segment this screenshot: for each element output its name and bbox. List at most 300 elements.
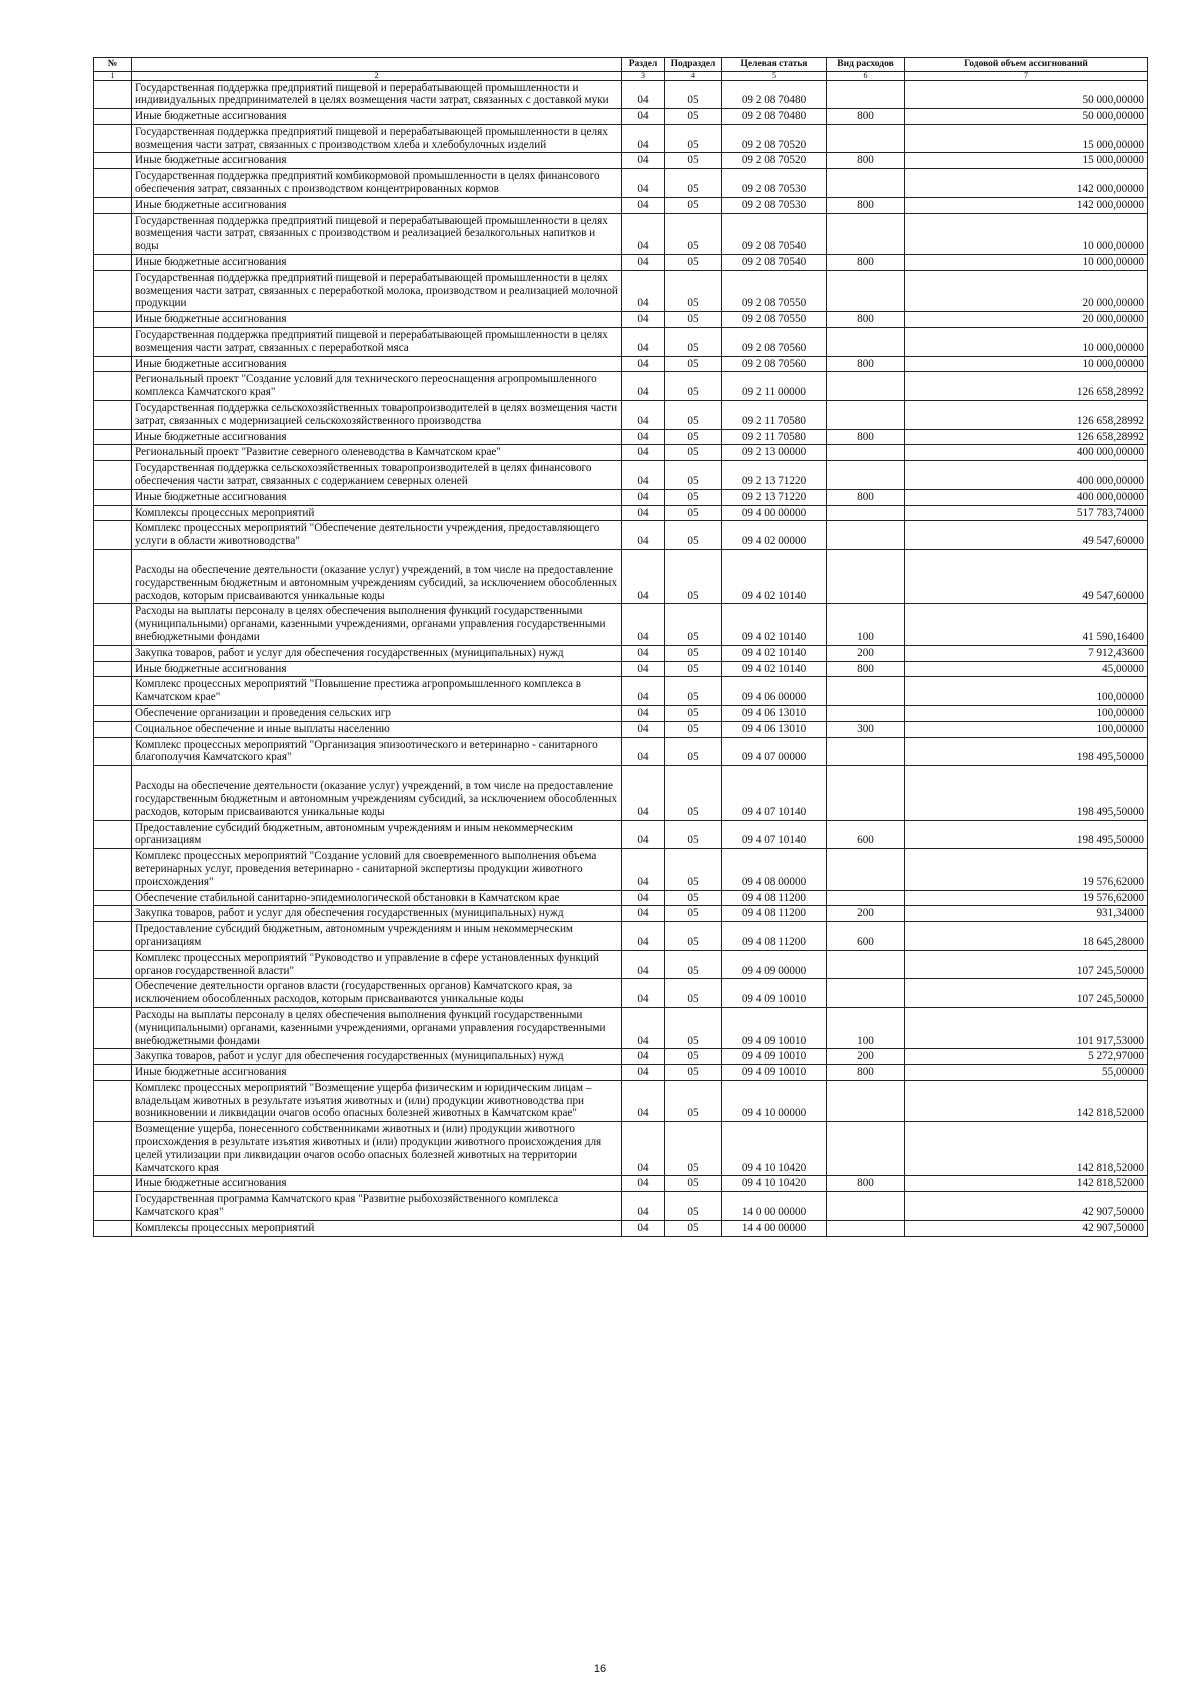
summa-cell: 7 912,43600 xyxy=(905,645,1148,661)
summa-cell: 400 000,00000 xyxy=(905,489,1148,505)
podrazdel-cell: 05 xyxy=(665,849,722,890)
row-number-cell xyxy=(94,255,132,271)
podrazdel-cell: 05 xyxy=(665,550,722,604)
table-row xyxy=(94,270,1148,311)
podrazdel-cell: 05 xyxy=(665,677,722,706)
item-name-cell: Расходы на обеспечение деятельности (оказание услуг) учреждений, в том числе на предоставление государственным бюджетным и автономным учреждениям субсидий, за исключением обособленных расходов, которым присваиваются уникальные коды xyxy=(132,550,622,604)
header-name xyxy=(132,58,622,72)
table-row xyxy=(94,645,1148,661)
item-name-cell: Иные бюджетные ассигнования xyxy=(132,312,622,328)
item-name-cell: Государственная программа Камчатского края "Развитие рыбохозяйственного комплекса Камчатского края" xyxy=(132,1192,622,1221)
vid-raskhodov-cell xyxy=(827,270,905,311)
row-number-cell xyxy=(94,849,132,890)
item-name-cell: Комплекс процессных мероприятий "Возмещение ущерба физическим и юридическим лицам – владельцам животных в результате изъятия животных и (или) продукции животноводства при возникновении и ликвидации очагов особо опасных болезней животных в Камчатском крае" xyxy=(132,1080,622,1121)
row-number-cell xyxy=(94,950,132,979)
tselevaya-statya-cell: 09 4 08 11200 xyxy=(722,906,827,922)
summa-cell: 101 917,53000 xyxy=(905,1007,1148,1048)
podrazdel-cell: 05 xyxy=(665,109,722,125)
row-number-cell xyxy=(94,270,132,311)
podrazdel-cell: 05 xyxy=(665,604,722,645)
table-row xyxy=(94,153,1148,169)
tselevaya-statya-cell: 09 2 13 71220 xyxy=(722,461,827,490)
table-row xyxy=(94,661,1148,677)
summa-cell: 50 000,00000 xyxy=(905,80,1148,109)
podrazdel-cell: 05 xyxy=(665,372,722,401)
podrazdel-cell: 05 xyxy=(665,489,722,505)
summa-cell: 198 495,50000 xyxy=(905,737,1148,766)
vid-raskhodov-cell: 600 xyxy=(827,922,905,951)
item-name-cell: Государственная поддержка предприятий комбикормовой промышленности в целях финансового обеспечения затрат, связанных с производством концентрированных кормов xyxy=(132,169,622,198)
tselevaya-statya-cell: 09 4 09 10010 xyxy=(722,1049,827,1065)
podrazdel-cell: 05 xyxy=(665,1007,722,1048)
table-row xyxy=(94,461,1148,490)
summa-cell: 20 000,00000 xyxy=(905,270,1148,311)
row-number-cell xyxy=(94,312,132,328)
razdel-cell: 04 xyxy=(622,979,665,1008)
razdel-cell: 04 xyxy=(622,906,665,922)
header-row xyxy=(94,58,1148,72)
header-numbers-row xyxy=(94,71,1148,80)
item-name-cell: Государственная поддержка предприятий пищевой и перерабатывающей промышленности в целях возмещения части затрат, связанных с производством и реализацией безалкогольных напитков и воды xyxy=(132,213,622,254)
podrazdel-cell: 05 xyxy=(665,820,722,849)
tselevaya-statya-cell: 09 2 11 70580 xyxy=(722,429,827,445)
item-name-cell: Государственная поддержка предприятий пищевой и перерабатывающей промышленности в целях возмещения части затрат, связанных с переработкой молока, производством и реализацией молочной продукции xyxy=(132,270,622,311)
table-row xyxy=(94,550,1148,604)
row-number-cell xyxy=(94,429,132,445)
row-number-cell xyxy=(94,80,132,109)
row-number-cell xyxy=(94,890,132,906)
tselevaya-statya-cell: 09 4 06 00000 xyxy=(722,677,827,706)
item-name-cell: Комплекс процессных мероприятий "Создание условий для своевременного выполнения объема ветеринарных услуг, проведения ветеринарно - санитарной экспертизы продукции животного происхождения" xyxy=(132,849,622,890)
vid-raskhodov-cell: 100 xyxy=(827,604,905,645)
item-name-cell: Иные бюджетные ассигнования xyxy=(132,109,622,125)
razdel-cell: 04 xyxy=(622,766,665,820)
summa-cell: 107 245,50000 xyxy=(905,979,1148,1008)
tselevaya-statya-cell: 09 4 00 00000 xyxy=(722,505,827,521)
summa-cell: 20 000,00000 xyxy=(905,312,1148,328)
header-number: 4 xyxy=(665,71,722,80)
podrazdel-cell: 05 xyxy=(665,737,722,766)
vid-raskhodov-cell xyxy=(827,1220,905,1236)
item-name-cell: Иные бюджетные ассигнования xyxy=(132,429,622,445)
row-number-cell xyxy=(94,550,132,604)
table-row xyxy=(94,1192,1148,1221)
summa-cell: 55,00000 xyxy=(905,1065,1148,1081)
podrazdel-cell: 05 xyxy=(665,890,722,906)
podrazdel-cell: 05 xyxy=(665,1176,722,1192)
razdel-cell: 04 xyxy=(622,153,665,169)
tselevaya-statya-cell: 09 2 13 00000 xyxy=(722,445,827,461)
razdel-cell: 04 xyxy=(622,890,665,906)
row-number-cell xyxy=(94,153,132,169)
summa-cell: 19 576,62000 xyxy=(905,849,1148,890)
podrazdel-cell: 05 xyxy=(665,461,722,490)
tselevaya-statya-cell: 09 4 02 10140 xyxy=(722,645,827,661)
item-name-cell: Государственная поддержка сельскохозяйственных товаропроизводителей в целях финансового обеспечения части затрат, связанных с содержанием северных оленей xyxy=(132,461,622,490)
budget-table xyxy=(93,57,1148,1237)
tselevaya-statya-cell: 09 4 10 00000 xyxy=(722,1080,827,1121)
table-row xyxy=(94,197,1148,213)
tselevaya-statya-cell: 09 4 08 00000 xyxy=(722,849,827,890)
table-row xyxy=(94,1220,1148,1236)
summa-cell: 49 547,60000 xyxy=(905,521,1148,550)
razdel-cell: 04 xyxy=(622,213,665,254)
table-row xyxy=(94,429,1148,445)
item-name-cell: Иные бюджетные ассигнования xyxy=(132,661,622,677)
item-name-cell: Расходы на выплаты персоналу в целях обеспечения выполнения функций государственными (муниципальными) органами, казенными учреждениями, органами управления государственными внебюджетными фондами xyxy=(132,604,622,645)
podrazdel-cell: 05 xyxy=(665,197,722,213)
razdel-cell: 04 xyxy=(622,604,665,645)
razdel-cell: 04 xyxy=(622,169,665,198)
vid-raskhodov-cell xyxy=(827,1080,905,1121)
tselevaya-statya-cell: 09 4 02 10140 xyxy=(722,604,827,645)
tselevaya-statya-cell: 09 4 07 10140 xyxy=(722,766,827,820)
row-number-cell xyxy=(94,979,132,1008)
row-number-cell xyxy=(94,445,132,461)
vid-raskhodov-cell: 200 xyxy=(827,906,905,922)
vid-raskhodov-cell: 100 xyxy=(827,1007,905,1048)
vid-raskhodov-cell xyxy=(827,169,905,198)
summa-cell: 45,00000 xyxy=(905,661,1148,677)
table-row xyxy=(94,950,1148,979)
table-row xyxy=(94,849,1148,890)
summa-cell: 41 590,16400 xyxy=(905,604,1148,645)
razdel-cell: 04 xyxy=(622,1192,665,1221)
summa-cell: 142 818,52000 xyxy=(905,1122,1148,1176)
item-name-cell: Предоставление субсидий бюджетным, автономным учреждениям и иным некоммерческим организациям xyxy=(132,922,622,951)
vid-raskhodov-cell xyxy=(827,677,905,706)
podrazdel-cell: 05 xyxy=(665,429,722,445)
podrazdel-cell: 05 xyxy=(665,521,722,550)
tselevaya-statya-cell: 09 2 08 70480 xyxy=(722,109,827,125)
tselevaya-statya-cell: 09 4 02 00000 xyxy=(722,521,827,550)
table-row xyxy=(94,979,1148,1008)
summa-cell: 42 907,50000 xyxy=(905,1192,1148,1221)
summa-cell: 931,34000 xyxy=(905,906,1148,922)
table-row xyxy=(94,890,1148,906)
item-name-cell: Комплекс процессных мероприятий "Руководство и управление в сфере установленных функций органов государственной власти" xyxy=(132,950,622,979)
row-number-cell xyxy=(94,1065,132,1081)
header-razdel: Раздел xyxy=(622,58,665,72)
table-row xyxy=(94,328,1148,357)
table-row xyxy=(94,604,1148,645)
podrazdel-cell: 05 xyxy=(665,124,722,153)
table-row xyxy=(94,169,1148,198)
item-name-cell: Государственная поддержка предприятий пищевой и перерабатывающей промышленности в целях возмещения части затрат, связанных с производством хлеба и хлебобулочных изделий xyxy=(132,124,622,153)
tselevaya-statya-cell: 09 4 09 10010 xyxy=(722,1007,827,1048)
summa-cell: 19 576,62000 xyxy=(905,890,1148,906)
razdel-cell: 04 xyxy=(622,820,665,849)
razdel-cell: 04 xyxy=(622,312,665,328)
razdel-cell: 04 xyxy=(622,950,665,979)
razdel-cell: 04 xyxy=(622,489,665,505)
table-row xyxy=(94,820,1148,849)
summa-cell: 15 000,00000 xyxy=(905,153,1148,169)
vid-raskhodov-cell xyxy=(827,80,905,109)
table-row xyxy=(94,445,1148,461)
podrazdel-cell: 05 xyxy=(665,922,722,951)
vid-raskhodov-cell: 200 xyxy=(827,645,905,661)
item-name-cell: Обеспечение организации и проведения сельских игр xyxy=(132,705,622,721)
summa-cell: 50 000,00000 xyxy=(905,109,1148,125)
item-name-cell: Иные бюджетные ассигнования xyxy=(132,197,622,213)
item-name-cell: Иные бюджетные ассигнования xyxy=(132,489,622,505)
razdel-cell: 04 xyxy=(622,677,665,706)
vid-raskhodov-cell: 800 xyxy=(827,1176,905,1192)
item-name-cell: Закупка товаров, работ и услуг для обеспечения государственных (муниципальных) нужд xyxy=(132,645,622,661)
tselevaya-statya-cell: 09 4 09 10010 xyxy=(722,979,827,1008)
header-number: 5 xyxy=(722,71,827,80)
item-name-cell: Иные бюджетные ассигнования xyxy=(132,356,622,372)
table-row xyxy=(94,721,1148,737)
razdel-cell: 04 xyxy=(622,197,665,213)
tselevaya-statya-cell: 09 2 08 70540 xyxy=(722,213,827,254)
table-row xyxy=(94,1122,1148,1176)
table-row xyxy=(94,109,1148,125)
tselevaya-statya-cell: 09 4 09 10010 xyxy=(722,1065,827,1081)
item-name-cell: Иные бюджетные ассигнования xyxy=(132,1065,622,1081)
item-name-cell: Комплексы процессных мероприятий xyxy=(132,505,622,521)
podrazdel-cell: 05 xyxy=(665,1192,722,1221)
tselevaya-statya-cell: 09 2 08 70520 xyxy=(722,153,827,169)
table-row xyxy=(94,124,1148,153)
vid-raskhodov-cell xyxy=(827,737,905,766)
vid-raskhodov-cell: 800 xyxy=(827,1065,905,1081)
vid-raskhodov-cell xyxy=(827,705,905,721)
row-number-cell xyxy=(94,766,132,820)
tselevaya-statya-cell: 09 4 10 10420 xyxy=(722,1122,827,1176)
table-row xyxy=(94,312,1148,328)
tselevaya-statya-cell: 09 4 08 11200 xyxy=(722,922,827,951)
vid-raskhodov-cell xyxy=(827,445,905,461)
summa-cell: 126 658,28992 xyxy=(905,429,1148,445)
vid-raskhodov-cell xyxy=(827,505,905,521)
table-row xyxy=(94,677,1148,706)
razdel-cell: 04 xyxy=(622,1007,665,1048)
table-row xyxy=(94,521,1148,550)
item-name-cell: Расходы на обеспечение деятельности (оказание услуг) учреждений, в том числе на предоставление государственным бюджетным и автономным учреждениям субсидий, за исключением обособленных расходов, которым присваиваются уникальные коды xyxy=(132,766,622,820)
podrazdel-cell: 05 xyxy=(665,1065,722,1081)
row-number-cell xyxy=(94,737,132,766)
row-number-cell xyxy=(94,489,132,505)
header-number: 3 xyxy=(622,71,665,80)
vid-raskhodov-cell xyxy=(827,124,905,153)
tselevaya-statya-cell: 09 2 11 00000 xyxy=(722,372,827,401)
tselevaya-statya-cell: 09 2 13 71220 xyxy=(722,489,827,505)
row-number-cell xyxy=(94,677,132,706)
row-number-cell xyxy=(94,372,132,401)
header-summa: Годовой объем ассигнований xyxy=(905,58,1148,72)
table-row xyxy=(94,255,1148,271)
vid-raskhodov-cell: 800 xyxy=(827,255,905,271)
item-name-cell: Государственная поддержка предприятий пищевой и перерабатывающей промышленности в целях возмещения части затрат, связанных с переработкой мяса xyxy=(132,328,622,357)
vid-raskhodov-cell xyxy=(827,328,905,357)
row-number-cell xyxy=(94,328,132,357)
row-number-cell xyxy=(94,1176,132,1192)
vid-raskhodov-cell: 800 xyxy=(827,661,905,677)
row-number-cell xyxy=(94,401,132,430)
table-row xyxy=(94,1176,1148,1192)
header-tselevaya-statya: Целевая статья xyxy=(722,58,827,72)
razdel-cell: 04 xyxy=(622,661,665,677)
table-row xyxy=(94,505,1148,521)
row-number-cell xyxy=(94,604,132,645)
tselevaya-statya-cell: 09 4 07 10140 xyxy=(722,820,827,849)
vid-raskhodov-cell xyxy=(827,521,905,550)
row-number-cell xyxy=(94,1192,132,1221)
table-body xyxy=(94,80,1148,1236)
vid-raskhodov-cell xyxy=(827,890,905,906)
tselevaya-statya-cell: 14 0 00 00000 xyxy=(722,1192,827,1221)
item-name-cell: Обеспечение деятельности органов власти (государственных органов) Камчатского края, за исключением обособленных расходов, которым присваиваются уникальные коды xyxy=(132,979,622,1008)
razdel-cell: 04 xyxy=(622,1122,665,1176)
row-number-cell xyxy=(94,461,132,490)
row-number-cell xyxy=(94,820,132,849)
vid-raskhodov-cell xyxy=(827,372,905,401)
summa-cell: 126 658,28992 xyxy=(905,372,1148,401)
tselevaya-statya-cell: 09 2 08 70520 xyxy=(722,124,827,153)
item-name-cell: Закупка товаров, работ и услуг для обеспечения государственных (муниципальных) нужд xyxy=(132,906,622,922)
summa-cell: 49 547,60000 xyxy=(905,550,1148,604)
summa-cell: 42 907,50000 xyxy=(905,1220,1148,1236)
row-number-cell xyxy=(94,169,132,198)
table-row xyxy=(94,356,1148,372)
row-number-cell xyxy=(94,661,132,677)
item-name-cell: Региональный проект "Развитие северного оленеводства в Камчатском крае" xyxy=(132,445,622,461)
vid-raskhodov-cell xyxy=(827,979,905,1008)
podrazdel-cell: 05 xyxy=(665,645,722,661)
razdel-cell: 04 xyxy=(622,521,665,550)
podrazdel-cell: 05 xyxy=(665,661,722,677)
podrazdel-cell: 05 xyxy=(665,356,722,372)
razdel-cell: 04 xyxy=(622,1080,665,1121)
row-number-cell xyxy=(94,109,132,125)
vid-raskhodov-cell xyxy=(827,950,905,979)
vid-raskhodov-cell: 800 xyxy=(827,312,905,328)
vid-raskhodov-cell: 800 xyxy=(827,109,905,125)
summa-cell: 10 000,00000 xyxy=(905,356,1148,372)
summa-cell: 142 818,52000 xyxy=(905,1080,1148,1121)
item-name-cell: Комплекс процессных мероприятий "Организация эпизоотического и ветеринарно - санитарного благополучия Камчатского края" xyxy=(132,737,622,766)
razdel-cell: 04 xyxy=(622,550,665,604)
header-podrazdel: Подраздел xyxy=(665,58,722,72)
header-number: 1 xyxy=(94,71,132,80)
podrazdel-cell: 05 xyxy=(665,169,722,198)
item-name-cell: Комплекс процессных мероприятий "Обеспечение деятельности учреждения, предоставляющего услуги в области животноводства" xyxy=(132,521,622,550)
table-row xyxy=(94,1049,1148,1065)
vid-raskhodov-cell: 800 xyxy=(827,197,905,213)
podrazdel-cell: 05 xyxy=(665,1122,722,1176)
row-number-cell xyxy=(94,124,132,153)
vid-raskhodov-cell xyxy=(827,550,905,604)
vid-raskhodov-cell: 800 xyxy=(827,429,905,445)
razdel-cell: 04 xyxy=(622,372,665,401)
row-number-cell xyxy=(94,356,132,372)
summa-cell: 126 658,28992 xyxy=(905,401,1148,430)
vid-raskhodov-cell: 300 xyxy=(827,721,905,737)
header-vid-raskhodov: Вид расходов xyxy=(827,58,905,72)
table-row xyxy=(94,766,1148,820)
vid-raskhodov-cell xyxy=(827,461,905,490)
vid-raskhodov-cell: 800 xyxy=(827,356,905,372)
item-name-cell: Государственная поддержка предприятий пищевой и перерабатывающей промышленности и индивидуальных предпринимателей в целях возмещения части затрат, связанных с доставкой муки xyxy=(132,80,622,109)
item-name-cell: Иные бюджетные ассигнования xyxy=(132,153,622,169)
summa-cell: 517 783,74000 xyxy=(905,505,1148,521)
razdel-cell: 04 xyxy=(622,849,665,890)
item-name-cell: Расходы на выплаты персоналу в целях обеспечения выполнения функций государственными (муниципальными) органами, казенными учреждениями, органами управления государственными внебюджетными фондами xyxy=(132,1007,622,1048)
razdel-cell: 04 xyxy=(622,1176,665,1192)
row-number-cell xyxy=(94,721,132,737)
tselevaya-statya-cell: 09 2 08 70540 xyxy=(722,255,827,271)
tselevaya-statya-cell: 14 4 00 00000 xyxy=(722,1220,827,1236)
podrazdel-cell: 05 xyxy=(665,766,722,820)
table-row xyxy=(94,372,1148,401)
summa-cell: 142 000,00000 xyxy=(905,197,1148,213)
podrazdel-cell: 05 xyxy=(665,705,722,721)
tselevaya-statya-cell: 09 2 08 70550 xyxy=(722,312,827,328)
row-number-cell xyxy=(94,922,132,951)
item-name-cell: Социальное обеспечение и иные выплаты населению xyxy=(132,721,622,737)
table-header xyxy=(94,58,1148,81)
summa-cell: 142 000,00000 xyxy=(905,169,1148,198)
vid-raskhodov-cell xyxy=(827,1192,905,1221)
summa-cell: 400 000,00000 xyxy=(905,461,1148,490)
page-number: 16 xyxy=(593,1663,607,1675)
summa-cell: 5 272,97000 xyxy=(905,1049,1148,1065)
row-number-cell xyxy=(94,705,132,721)
tselevaya-statya-cell: 09 4 06 13010 xyxy=(722,721,827,737)
razdel-cell: 04 xyxy=(622,401,665,430)
row-number-cell xyxy=(94,197,132,213)
table-row xyxy=(94,1080,1148,1121)
tselevaya-statya-cell: 09 2 08 70480 xyxy=(722,80,827,109)
table-row xyxy=(94,906,1148,922)
tselevaya-statya-cell: 09 2 08 70560 xyxy=(722,356,827,372)
tselevaya-statya-cell: 09 2 08 70560 xyxy=(722,328,827,357)
podrazdel-cell: 05 xyxy=(665,445,722,461)
item-name-cell: Возмещение ущерба, понесенного собственниками животных и (или) продукции животного происхождения в результате изъятия животных и (или) продукции животного происхождения для целей утилизации при ликвидации очагов особо опасных болезней животных на территории Камчатского края xyxy=(132,1122,622,1176)
vid-raskhodov-cell xyxy=(827,401,905,430)
tselevaya-statya-cell: 09 2 08 70530 xyxy=(722,169,827,198)
summa-cell: 10 000,00000 xyxy=(905,328,1148,357)
podrazdel-cell: 05 xyxy=(665,401,722,430)
vid-raskhodov-cell: 600 xyxy=(827,820,905,849)
tselevaya-statya-cell: 09 2 08 70530 xyxy=(722,197,827,213)
summa-cell: 142 818,52000 xyxy=(905,1176,1148,1192)
vid-raskhodov-cell xyxy=(827,766,905,820)
header-num: № xyxy=(94,58,132,72)
table-row xyxy=(94,705,1148,721)
row-number-cell xyxy=(94,521,132,550)
podrazdel-cell: 05 xyxy=(665,1080,722,1121)
podrazdel-cell: 05 xyxy=(665,255,722,271)
podrazdel-cell: 05 xyxy=(665,979,722,1008)
summa-cell: 107 245,50000 xyxy=(905,950,1148,979)
table-row xyxy=(94,1007,1148,1048)
razdel-cell: 04 xyxy=(622,721,665,737)
item-name-cell: Иные бюджетные ассигнования xyxy=(132,1176,622,1192)
summa-cell: 18 645,28000 xyxy=(905,922,1148,951)
podrazdel-cell: 05 xyxy=(665,950,722,979)
razdel-cell: 04 xyxy=(622,445,665,461)
razdel-cell: 04 xyxy=(622,1065,665,1081)
podrazdel-cell: 05 xyxy=(665,312,722,328)
table-row xyxy=(94,1065,1148,1081)
tselevaya-statya-cell: 09 4 09 00000 xyxy=(722,950,827,979)
vid-raskhodov-cell: 800 xyxy=(827,153,905,169)
table-row xyxy=(94,401,1148,430)
tselevaya-statya-cell: 09 4 02 10140 xyxy=(722,550,827,604)
